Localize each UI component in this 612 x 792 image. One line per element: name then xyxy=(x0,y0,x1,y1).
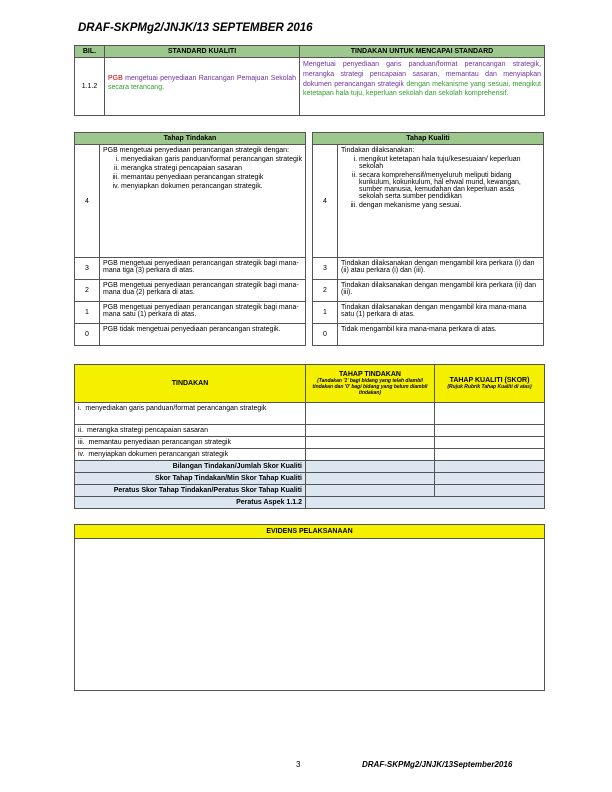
tindakan-col-header: TINDAKAN xyxy=(75,365,306,403)
item-num: iii. xyxy=(78,439,85,446)
tahap-tindakan-cell[interactable] xyxy=(306,425,435,437)
page-number: 3 xyxy=(296,760,301,769)
tahap-kualiti-col-header xyxy=(435,365,545,403)
summary-tindakan-cell[interactable] xyxy=(306,485,435,497)
rubric-text: PGB mengetuai penyediaan perancangan strategik bagi mana-mana satu (1) perkara di atas. xyxy=(100,302,306,324)
item-num: iv. xyxy=(78,451,85,458)
standard-text xyxy=(105,58,300,116)
col-standard-header: STANDARD KUALITI xyxy=(105,46,300,58)
score: 3 xyxy=(313,258,338,280)
evidens-table xyxy=(74,524,545,691)
tahap-tindakan-col-header xyxy=(306,365,435,403)
score: 1 xyxy=(75,302,100,324)
tahap-tindakan-cell[interactable] xyxy=(306,437,435,449)
tahap-kualiti-cell[interactable] xyxy=(435,403,545,425)
tahap-kualiti-cell[interactable] xyxy=(435,425,545,437)
item-text: menyediakan garis panduan/format perancangan strategik xyxy=(85,405,267,412)
score: 4 xyxy=(75,145,100,258)
item-num: i. xyxy=(78,405,82,412)
summary-label: Peratus Skor Tahap Tindakan/Peratus Skor Tahap Kualiti xyxy=(75,485,306,497)
summary-kualiti-cell[interactable] xyxy=(435,485,545,497)
tahap-tindakan-cell[interactable] xyxy=(306,403,435,425)
item-text: menyiapkan dokumen perancangan strategik xyxy=(88,451,229,458)
tindakan-part2: dengan mekanisme yang sesuai, mengikut ketetapan hala tuju, keperluan sekolah dan sekolah komprehensif. xyxy=(303,80,541,98)
tahap-kualiti-cell[interactable] xyxy=(435,449,545,461)
standard-part2: secara terancang. xyxy=(108,84,165,92)
table-row xyxy=(75,437,306,449)
rubric-item: iii. dengan mekanisme yang sesuai. xyxy=(359,202,540,209)
tahap-kualiti-col-note: (Rujuk Rubrik Tahap Kualiti di atas) xyxy=(447,384,532,390)
tindakan-text xyxy=(300,58,545,116)
rubric-text: PGB mengetuai penyediaan perancangan strategik bagi mana-mana tiga (3) perkara di atas. xyxy=(100,258,306,280)
table-row xyxy=(75,425,306,437)
item-text: merangka strategi pencapaian sasaran xyxy=(86,427,208,434)
summary-kualiti-cell[interactable] xyxy=(435,473,545,485)
footer-text: DRAF-SKPMg2/JNJK/13September2016 xyxy=(362,760,513,769)
summary-label: Bilangan Tindakan/Jumlah Skor Kualiti xyxy=(75,461,306,473)
evidens-header: EVIDENS PELAKSANAAN xyxy=(75,525,545,539)
tindakan-part1: Mengetuai penyediaan garis panduan/format perancangan strategik, merangka strategi pencapaian sasaran, memantau dan menyiapkan dokumen perancangan strategik xyxy=(303,61,541,88)
standard-table xyxy=(74,45,545,116)
score: 0 xyxy=(75,324,100,346)
tahap-tindakan-header: Tahap Tindakan xyxy=(75,133,306,145)
tahap-kualiti-cell[interactable] xyxy=(435,437,545,449)
rubric-text xyxy=(338,145,544,258)
score: 3 xyxy=(75,258,100,280)
rubric-text xyxy=(100,145,306,258)
item-text: memantau penyediaan perancangan strategik xyxy=(88,439,231,446)
rubric-item: iv. menyiapkan dokumen perancangan strategik. xyxy=(121,183,302,190)
rubric-item: i. menyediakan garis panduan/format perancangan strategik xyxy=(121,156,302,163)
col-bil-header: BIL. xyxy=(75,46,105,58)
summary-tindakan-cell[interactable] xyxy=(306,473,435,485)
tahap-kualiti-table xyxy=(312,132,544,346)
standard-part1: mengetuai penyediaan Rancangan Pemajuan Sekolah xyxy=(125,75,296,82)
tahap-tindakan-table xyxy=(74,132,306,346)
summary-tindakan-cell[interactable] xyxy=(306,461,435,473)
summary-kualiti-cell[interactable] xyxy=(435,461,545,473)
rubric-text: PGB tidak mengetuai penyediaan perancangan strategik. xyxy=(100,324,306,346)
bil-value: 1.1.2 xyxy=(75,58,105,116)
score: 2 xyxy=(75,280,100,302)
tahap-tindakan-cell[interactable] xyxy=(306,449,435,461)
tahap-kualiti-col-title: TAHAP KUALITI (SKOR) xyxy=(449,377,530,384)
score-table xyxy=(74,364,545,509)
rubric-text: Tindakan dilaksanakan dengan mengambil kira perkara (ii) dan (iii). xyxy=(338,280,544,302)
rubric-item: i. mengikut ketetapan hala tuju/kesesuaian/ keperluan sekolah xyxy=(359,156,540,170)
tahap-tindakan-col-note: (Tandakan '1' bagi bidang yang telah diambil tindakan dan '0' bagi bidang yang belum diambil tindakan) xyxy=(312,378,428,396)
rubric-item: ii. merangka strategi pencapaian sasaran xyxy=(121,165,302,172)
tahap-kualiti-header: Tahap Kualiti xyxy=(313,133,544,145)
item-num: ii. xyxy=(78,427,84,434)
score: 4 xyxy=(313,145,338,258)
evidens-content-area[interactable] xyxy=(75,539,545,691)
rubric-text: Tindakan dilaksanakan dengan mengambil kira perkara (i) dan (ii) atau perkara (i) dan (iii). xyxy=(338,258,544,280)
summary-label: Skor Tahap Tindakan/Min Skor Tahap Kualiti xyxy=(75,473,306,485)
score: 0 xyxy=(313,324,338,346)
score: 1 xyxy=(313,302,338,324)
rubric-text: Tindakan dilaksanakan dengan mengambil kira mana-mana satu (1) perkara di atas. xyxy=(338,302,544,324)
table-row xyxy=(75,403,306,425)
rubric-text: Tidak mengambil kira mana-mana perkara di atas. xyxy=(338,324,544,346)
table-row xyxy=(75,449,306,461)
score: 2 xyxy=(313,280,338,302)
rubric-text: PGB mengetuai penyediaan perancangan strategik bagi mana-mana dua (2) perkara di atas. xyxy=(100,280,306,302)
rubric-item: iii. memantau penyediaan perancangan strategik xyxy=(121,174,302,181)
document-title: DRAF-SKPMg2/JNJK/13 SEPTEMBER 2016 xyxy=(78,22,313,34)
pgb-text: PGB xyxy=(108,75,123,82)
tahap-tindakan-col-title: TAHAP TINDAKAN xyxy=(339,371,401,378)
col-tindakan-header: TINDAKAN UNTUK MENCAPAI STANDARD xyxy=(300,46,545,58)
peratus-aspek-cell[interactable] xyxy=(306,497,545,509)
rubric-intro: Tindakan dilaksanakan: xyxy=(341,147,415,154)
rubric-intro: PGB mengetuai penyediaan perancangan strategik dengan: xyxy=(103,147,290,154)
rubric-item: ii. secara komprehensif/menyeluruh meliputi bidang kurikulum, kokurikulum, hal ehwal murid, kewangan, sumber manusia, kemudahan dan keperluan asas sekolah serta sumber pendidikan xyxy=(359,172,540,200)
summary-label: Peratus Aspek 1.1.2 xyxy=(75,497,306,509)
